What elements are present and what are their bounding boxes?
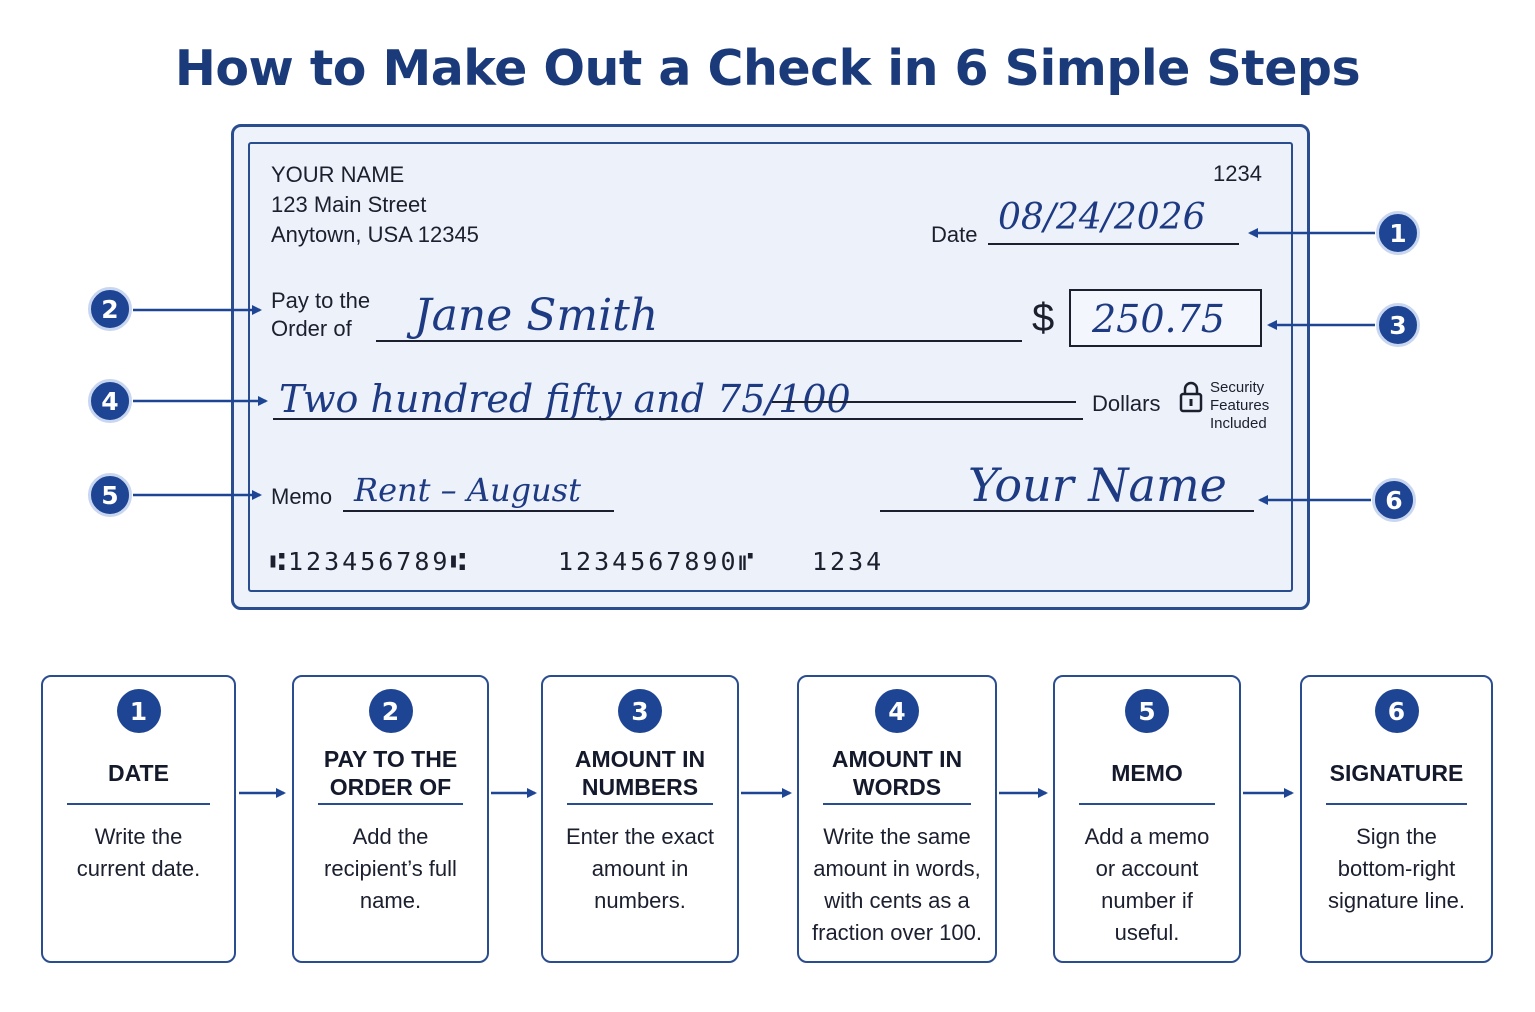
- step-description: Add the recipient’s full name.: [324, 824, 457, 913]
- payee-name: Jane Smith: [414, 290, 659, 341]
- pay-to-label-line1: Pay to the: [271, 288, 371, 313]
- pay-to-label-line2: Order of: [271, 316, 352, 341]
- step-divider: [318, 803, 463, 805]
- date-line: [988, 243, 1239, 245]
- step-card-date: [41, 675, 236, 963]
- step-title: DATE: [108, 760, 169, 786]
- micr-account-number: 1234567890⑈: [558, 547, 757, 576]
- payee-line: [376, 340, 1022, 342]
- step-divider: [1326, 803, 1467, 805]
- step-divider: [1079, 803, 1215, 805]
- step-title: AMOUNT IN NUMBERS: [574, 746, 706, 800]
- amount-words: Two hundred fifty and 75/100: [279, 377, 851, 421]
- step-number-badge: 1: [117, 689, 161, 733]
- callout-badge-5: 5: [88, 473, 132, 517]
- callout-badge-2: 2: [88, 287, 132, 331]
- micr-check-number: 1234: [812, 547, 885, 576]
- step-title: AMOUNT IN WORDS: [831, 746, 963, 800]
- check-number: 1234: [1213, 161, 1262, 186]
- account-holder-street: 123 Main Street: [271, 192, 427, 217]
- step-divider: [823, 803, 971, 805]
- step-description: Add a memo or account number if useful.: [1084, 824, 1210, 945]
- account-holder-city: Anytown, USA 12345: [271, 222, 479, 247]
- account-holder-name: YOUR NAME: [271, 162, 405, 187]
- signature-line: [880, 510, 1254, 512]
- callout-badge-3: 3: [1376, 303, 1420, 347]
- step-card-memo: [1053, 675, 1241, 963]
- security-text-line1: Security: [1210, 379, 1265, 396]
- step-number-badge: 4: [875, 689, 919, 733]
- step-card-signature: [1300, 675, 1493, 963]
- micr-routing-number: ⑆123456789⑆: [270, 547, 469, 576]
- step-description: Write the current date.: [76, 824, 201, 881]
- callout-badge-4: 4: [88, 379, 132, 423]
- dollar-sign: $: [1032, 296, 1055, 340]
- date-value: 08/24/2026: [998, 197, 1206, 238]
- step-description: Sign the bottom-right signature line.: [1328, 824, 1465, 913]
- step-description: Enter the exact amount in numbers.: [566, 824, 714, 913]
- step-number-badge: 5: [1125, 689, 1169, 733]
- date-label: Date: [931, 222, 978, 247]
- lock-icon: [1178, 380, 1204, 419]
- dollars-label: Dollars: [1092, 391, 1161, 416]
- security-text-line2: Features: [1210, 397, 1270, 414]
- security-text-line3: Included: [1210, 415, 1267, 432]
- step-number-badge: 3: [618, 689, 662, 733]
- step-title: PAY TO THE ORDER OF: [323, 746, 458, 800]
- step-divider: [567, 803, 713, 805]
- step-number-badge: 6: [1375, 689, 1419, 733]
- callout-badge-1: 1: [1376, 211, 1420, 255]
- memo-value: Rent – August: [354, 471, 581, 509]
- callout-badge-6: 6: [1372, 478, 1416, 522]
- step-number-badge: 2: [369, 689, 413, 733]
- amount-numbers: 250.75: [1092, 297, 1225, 341]
- step-card-payee: [292, 675, 489, 963]
- step-title: SIGNATURE: [1329, 760, 1464, 786]
- amount-words-line: [273, 418, 1083, 420]
- signature: Your Name: [968, 458, 1227, 512]
- step-description: Write the same amount in words, with cents as a fraction over 100.: [812, 824, 982, 945]
- step-title: MEMO: [1111, 760, 1183, 786]
- page-title: How to Make Out a Check in 6 Simple Steps: [174, 40, 1361, 97]
- amount-words-fill-line: [772, 401, 1076, 403]
- memo-line: [343, 510, 614, 512]
- step-card-amount-words: [797, 675, 997, 963]
- step-divider: [67, 803, 210, 805]
- step-card-amount-numbers: [541, 675, 739, 963]
- memo-label: Memo: [271, 484, 333, 509]
